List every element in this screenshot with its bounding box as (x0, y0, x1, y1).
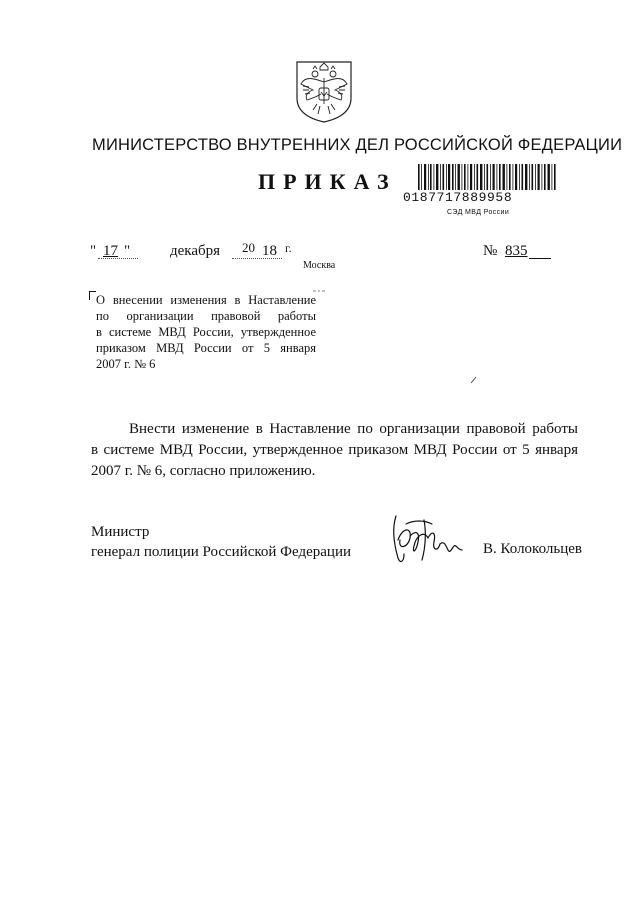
body-line: в системе МВД России, утвержденное приказом МВД России от 5 января (91, 442, 578, 458)
body-line: 2007 г. № 6, согласно приложению. (91, 463, 316, 479)
scan-mark (312, 288, 326, 294)
date-year-suffix: 18 (262, 243, 277, 259)
date-day-line (98, 258, 138, 259)
document-subject (96, 292, 316, 372)
order-number: 835 (505, 243, 528, 259)
subject-line: по организации правовой работы (96, 309, 316, 323)
date-year-abbr: г. (285, 241, 292, 255)
date-year-prefix: 20 (242, 240, 255, 255)
barcode-number: 0187717889958 (403, 190, 513, 205)
date-close-quote: " (124, 243, 131, 259)
scan-mark (470, 376, 478, 384)
russian-coat-of-arms-icon (293, 58, 355, 124)
subject-line: 2007 г. № 6 (96, 357, 156, 371)
city: Москва (303, 260, 336, 271)
signatory-title: Министр (91, 524, 150, 540)
order-number-sign: № (483, 243, 498, 259)
order-body (91, 419, 578, 482)
barcode-caption: СЭД МВД России (447, 209, 510, 216)
order-number-line (529, 258, 551, 259)
signatory-rank: генерал полиции Российской Федерации (91, 544, 352, 560)
subject-line: в системе МВД России, утвержденное (96, 325, 316, 339)
body-line: Внести изменение в Наставление по организации правовой работы (129, 421, 578, 437)
subject-bracket (89, 291, 96, 300)
handwritten-signature-icon (388, 510, 468, 566)
date-day: 17 (103, 243, 118, 259)
subject-line: О внесении изменения в Наставление (96, 293, 316, 307)
subject-line: приказом МВД России от 5 января (96, 341, 316, 355)
signatory-position (91, 522, 351, 562)
ministry-name: МИНИСТЕРСТВО ВНУТРЕННИХ ДЕЛ РОССИЙСКОЙ ФЕДЕРАЦИИ (92, 136, 623, 154)
date-open-quote: " (90, 243, 97, 259)
date-year-line (232, 258, 282, 259)
date-month: декабря (170, 243, 221, 259)
signatory-name: В. Колокольцев (483, 541, 582, 557)
document-type-title: ПРИКАЗ (258, 169, 397, 194)
